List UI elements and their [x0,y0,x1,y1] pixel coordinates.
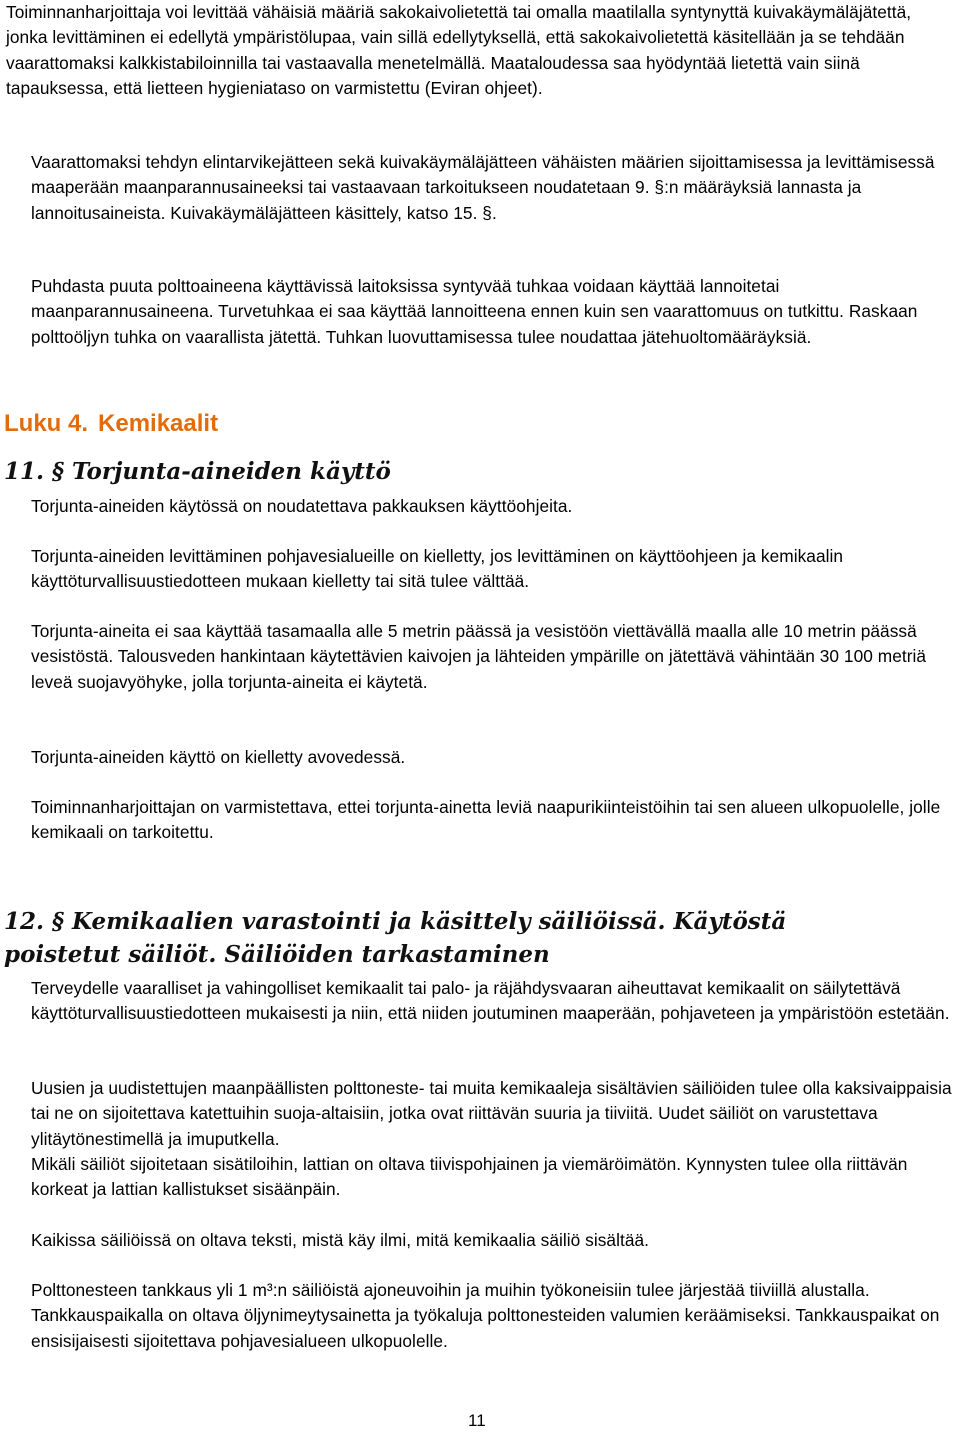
section-11-paragraph: Toiminnanharjoittajan on varmistettava, ettei torjunta-ainetta leviä naapurikiinteistöihin tai sen alueen ulkopuolelle, jolle kemikaali on tarkoitettu. [31,797,941,843]
section-11-paragraph: Torjunta-aineiden levittäminen pohjavesialueille on kielletty, jos levittäminen on käyttöohjeen ja kemikaalin käyttöturvallisuustiedotteen mukaan kielletty tai sitä tulee välttää. [31,546,844,592]
section-11-paragraph: Torjunta-aineiden käyttö on kielletty avovedessä. [31,747,406,767]
chapter-heading [4,410,218,438]
page-number: 11 [468,1411,486,1430]
section-12-paragraph: Polttonesteen tankkaus yli 1 m³:n säiliöistä ajoneuvoihin ja muihin työkoneisiin tulee järjestää tiiviillä alustalla. Tankkauspaikalla on oltava öljynimeytysainetta ja työkaluja polttonesteiden valumien keräämiseksi. Tankkauspaikat on ensisijaisesti sijoitettava pohjavesialueen ulkopuolelle. [31,1280,940,1351]
section-12-paragraph: Kaikissa säiliöissä on oltava teksti, mistä käy ilmi, mitä kemikaalia säiliö sisältää. [31,1230,650,1250]
section-11-paragraph: Torjunta-aineiden käytössä on noudatettava pakkauksen käyttöohjeita. [31,496,573,516]
section-12-paragraph: Terveydelle vaaralliset ja vahingolliset kemikaalit tai palo- ja räjähdysvaaran aiheuttavat kemikaalit on säilytettävä käyttöturvallisuustiedotteen mukaisesti ja niin, että niiden joutuminen maaperään, pohjaveteen ja ympäristöön estetään. [31,978,950,1024]
section-12-heading: 12. § Kemikaalien varastointi ja käsittely säiliöissä. Käytöstä poistetut säiliöt. Säiliöiden tarkastaminen [4,908,787,968]
section-11-heading: 11. § Torjunta-aineiden käyttö [4,458,391,485]
ash-paragraph: Puhdasta puuta polttoaineena käyttävissä laitoksissa syntyvää tuhkaa voidaan käyttää lannoitetai maanparannusaineena. Turvetuhkaa ei saa käyttää lannoitteena ennen kuin sen vaarattomuus on tutkittu. Raskaan polttoöljyn tuhka on vaarallista jätettä. Tuhkan luovuttamisessa tulee noudattaa jätehuoltomääräyksiä. [31,276,918,347]
chapter-number: Luku 4. [4,410,89,437]
chapter-title: Kemikaalit [98,410,219,437]
food-waste-paragraph: Vaarattomaksi tehdyn elintarvikejätteen sekä kuivakäymäläjätteen vähäisten määrien sijoittamisessa ja levittämisessä maaperään maanparannusaineeksi tai vastaavaan tarkoitukseen noudatetaan 9. §:n määräyksiä lannasta ja lannoitusaineista. Kuivakäymäläjätteen käsittely, katso 15. §. [31,152,935,223]
intro-paragraph: Toiminnanharjoittaja voi levittää vähäisiä määriä sakokaivolietettä tai omalla maatilalla syntynyttä kuivakäymäläjätettä, jonka levittäminen ei edellytä ympäristölupaa, vain sillä edellytyksellä, että sakokaivolietettä käsitellään ja se tehdään vaarattomaksi kalkkistabiloinnilla tai vastaavalla menetelmällä. Maataloudessa saa hyödyntää lietettä vain siinä tapauksessa, että lietteen hygieniataso on varmistettu (Eviran ohjeet). [6,2,912,99]
section-12-paragraph: Mikäli säiliöt sijoitetaan sisätiloihin, lattian on oltava tiivispohjainen ja viemäröimätön. Kynnysten tulee olla riittävän korkeat ja lattian kallistukset sisäänpäin. [31,1154,908,1200]
section-11-paragraph: Torjunta-aineita ei saa käyttää tasamaalla alle 5 metrin päässä ja vesistöön viettävällä maalla alle 10 metrin päässä vesistöstä. Talousveden hankintaan käytettävien kaivojen ja lähteiden ympärille on jätettävä vähintään 30 100 metriä leveä suojavyöhyke, jolla torjunta-aineita ei käytetä. [31,621,927,692]
section-12-paragraph: Uusien ja uudistettujen maanpäällisten polttoneste- tai muita kemikaaleja sisältävien säiliöiden tulee olla kaksivaippaisia tai ne on sijoitettava katettuihin suoja-altaisiin, jotka ovat riittävän suuria ja tiiviitä. Uudet säiliöt on varustettava ylitäytönestimellä ja imuputkella. [31,1078,952,1149]
